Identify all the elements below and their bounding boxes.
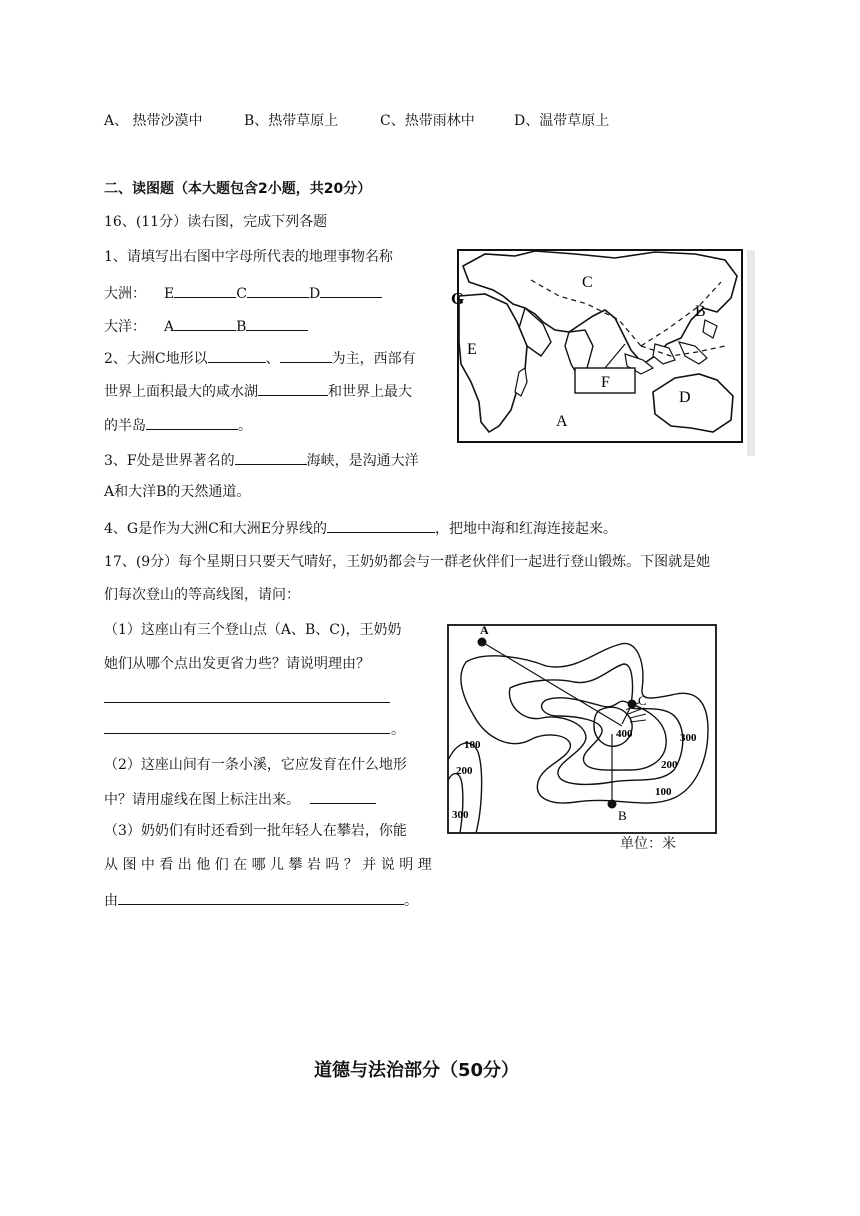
q16-part2-line1: 2、大洲C地形以 、 为主，西部有 [104, 348, 416, 368]
q16-ocean-row: 大洋： A B [104, 316, 308, 336]
q16-part2-line2: 世界上面积最大的咸水湖 和世界上最大 [104, 381, 412, 401]
q17-s3-line1: （3）奶奶们有时还看到一批年轻人在攀岩，你能 [104, 823, 407, 839]
q17-intro-line1: 17、(9分）每个星期日只要天气晴好，王奶奶都会与一群老伙伴们一起进行登山锻炼。下图就是她 [104, 554, 711, 570]
q17-s3-line2: 从 图 中 看 出 他 们 在 哪 儿 攀 岩 吗 ？ 并 说 明 理 [104, 857, 432, 873]
contour-map-figure [446, 620, 722, 838]
valley-blank[interactable] [310, 789, 376, 804]
q16-continent-row: 大洲： E C D [104, 283, 382, 303]
contour-100-right: 100 [655, 786, 672, 798]
map-label-b: B [695, 303, 706, 320]
section-heading: 二、读图题（本大题包含2小题，共20分） [104, 181, 372, 197]
option-b: B、热带草原上 [244, 113, 339, 129]
continent-c-blank[interactable] [247, 283, 309, 298]
q16-part2-line3: 的半岛 。 [104, 415, 252, 435]
contour-unit: 单位：米 [620, 836, 676, 852]
strait-blank[interactable] [235, 450, 307, 465]
section-title: 道德与法治部分（50分） [314, 1060, 520, 1081]
ocean-b-blank[interactable] [246, 316, 308, 331]
contour-point-c: C [638, 693, 647, 708]
q17-s1-end: 。 [391, 722, 405, 738]
contour-400: 400 [616, 728, 633, 740]
map-label-d: D [679, 389, 691, 406]
salt-lake-blank[interactable] [258, 381, 328, 396]
ocean-a-blank[interactable] [174, 316, 236, 331]
contour-200-left: 200 [456, 765, 473, 777]
world-map-figure [451, 246, 757, 458]
map-label-a: A [556, 413, 568, 430]
q17-s3-line3: 由 。 [104, 890, 418, 910]
contour-point-a: A [480, 623, 489, 637]
answer-line-2[interactable] [104, 733, 390, 734]
boundary-blank[interactable] [327, 518, 435, 533]
q16-intro: 16、(11分）读右图，完成下列各题 [104, 214, 328, 230]
peninsula-blank[interactable] [146, 415, 238, 430]
terrain-blank-2[interactable] [280, 348, 332, 363]
q16-part4: 4、G是作为大洲C和大洲E分界线的 ，把地中海和红海连接起来。 [104, 518, 617, 538]
answer-line-1[interactable] [104, 702, 390, 703]
map-label-e: E [467, 341, 477, 358]
continent-d-blank[interactable] [320, 283, 382, 298]
q17-s1-line2: 她们从哪个点出发更省力些？请说明理由？ [104, 656, 370, 672]
option-c: C、热带雨林中 [380, 113, 475, 129]
terrain-blank-1[interactable] [208, 348, 266, 363]
option-a: A、 热带沙漠中 [104, 113, 203, 129]
contour-point-b: B [618, 808, 627, 823]
q16-part3-line1: 3、F处是世界著名的 海峡，是沟通大洋 [104, 450, 419, 470]
q17-s2-line1: （2）这座山间有一条小溪，它应发育在什么地形 [104, 757, 407, 773]
climbing-blank[interactable] [118, 890, 404, 905]
option-d: D、温带草原上 [514, 113, 610, 129]
q17-intro-line2: 们每次登山的等高线图，请问： [104, 587, 300, 603]
q17-s1-line1: （1）这座山有三个登山点（A、B、C)，王奶奶 [104, 622, 402, 638]
contour-300-right: 300 [680, 732, 697, 744]
q16-part3-line2: A和大洋B的天然通道。 [104, 484, 251, 500]
map-label-g: G [451, 289, 465, 308]
map-label-f: F [601, 374, 610, 391]
contour-300-left: 300 [452, 809, 469, 821]
map-label-c: C [582, 274, 593, 291]
continent-e-blank[interactable] [174, 283, 236, 298]
q16-part1: 1、请填写出右图中字母所代表的地理事物名称 [104, 249, 393, 265]
contour-100-left: 100 [464, 739, 481, 751]
contour-200-right: 200 [661, 759, 678, 771]
q17-s2-line2: 中？请用虚线在图上标注出来。 [104, 789, 376, 809]
